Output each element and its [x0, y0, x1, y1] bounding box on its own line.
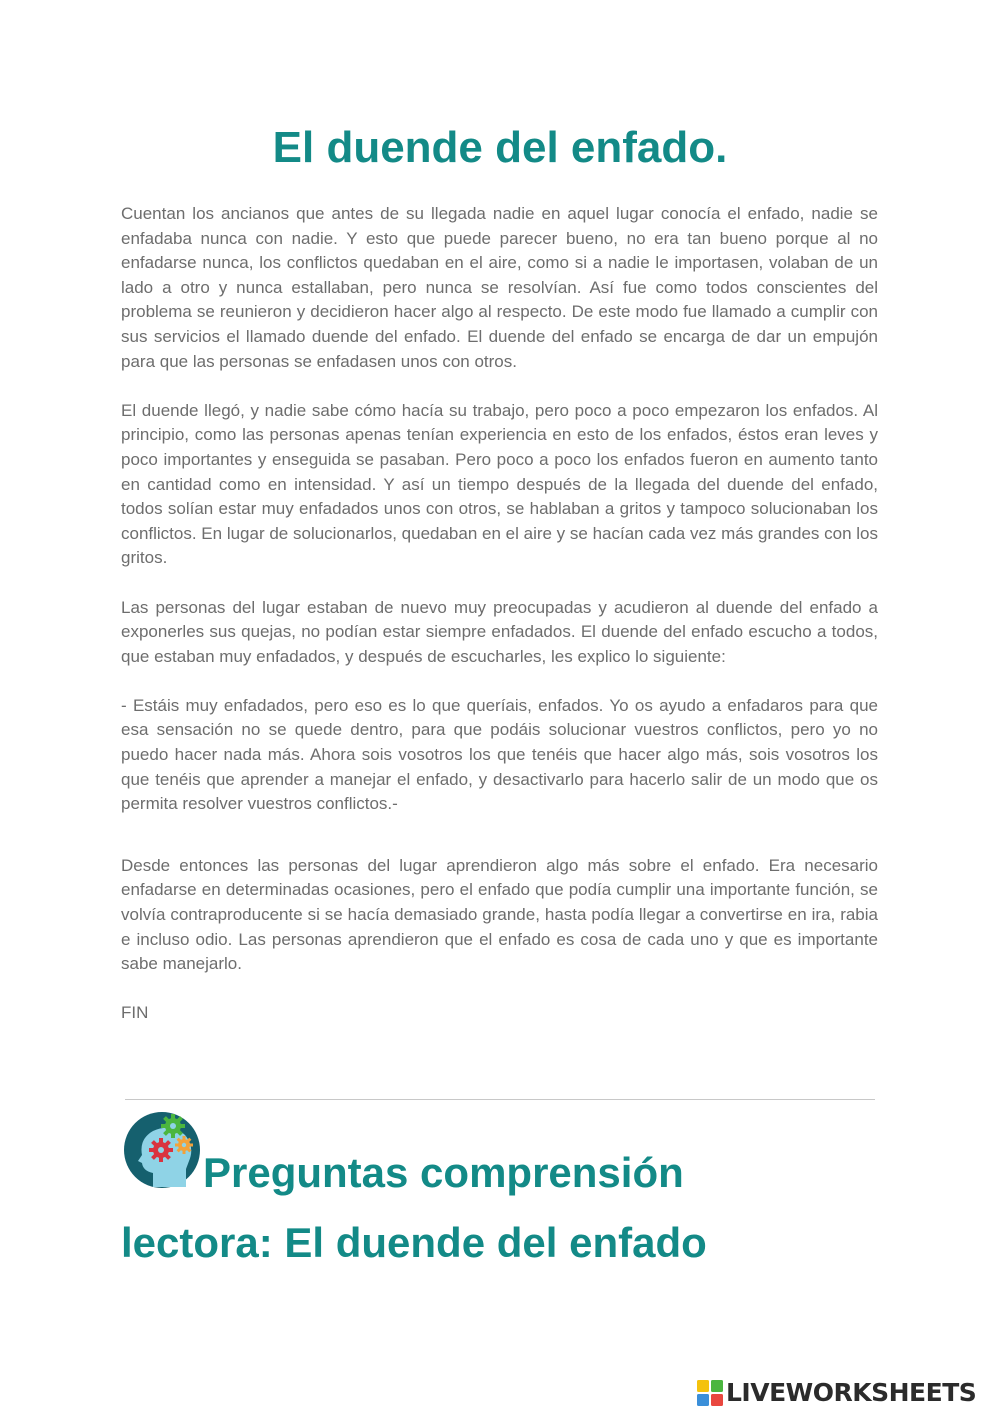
story-paragraph: El duende llegó, y nadie sabe cómo hacía su trabajo, pero poco a poco empezaron los enfados. Al principio, como las personas apenas tenían experiencia en esto de los enfados, éstos eran leves y poco importantes y enseguida se pasaban. Pero poco a poco los enfados fueron en aumento tanto en cantidad como en intensidad. Y así un tiempo después de la llegada del duende del enfado, todos solían estar muy enfadados unos con otros, se hablaban a gritos y tampoco solucionaban los conflictos. En lugar de solucionarlos, quedaban en el aire y se hacían cada vez más grandes con los gritos.	[121, 400, 878, 568]
liveworksheets-logo-text: LIVEWORKSHEETS	[726, 1378, 977, 1407]
liveworksheets-mark-icon	[697, 1380, 723, 1406]
story-paragraph: Cuentan los ancianos que antes de su llegada nadie en aquel lugar conocía el enfado, nadie se enfadaba nunca con nadie. Y esto que puede parecer bueno, no era tan bueno porque al no enfadarse nunca, los conflictos quedaban en el aire, como si a nadie le importasen, volaban de un lado a otro y nunca estallaban, pero nunca se resolvían. Así fue como todos conscientes del problema se reunieron y decidieron hacer algo al respecto. De este modo fue llamado a cumplir con sus servicios el llamado duende del enfado. El duende del enfado se encarga de dar un empujón para que las personas se enfadasen unos con otros.	[121, 204, 878, 371]
end-text: FIN	[121, 1003, 149, 1023]
section-heading-line2: lectora: El duende del enfado	[121, 1219, 707, 1266]
section-divider	[125, 1099, 875, 1100]
section-heading	[121, 1138, 881, 1278]
section-heading-line1: Preguntas comprensión	[203, 1149, 684, 1196]
liveworksheets-logo[interactable]	[697, 1378, 976, 1408]
story-body	[121, 202, 878, 1026]
story-paragraph: Las personas del lugar estaban de nuevo muy preocupadas y acudieron al duende del enfado a exponerles sus quejas, no podían estar siempre enfadados. El duende del enfado escucho a todos, que estaban muy enfadados, y después de escucharles, les explico lo siguiente:	[121, 597, 878, 666]
story-paragraph: - Estáis muy enfadados, pero eso es lo que queríais, enfados. Yo os ayudo a enfadaros para que esa sensación no se quede dentro, para que podáis solucionar vuestros conflictos, pero yo no puedo hacer nada más. Ahora sois vosotros los que tenéis que hacer algo más, sois vosotros los que tenéis que aprender a manejar el enfado, y desactivarlo para hacerlo salir de un modo que os permita resolver vuestros conflictos.-	[121, 695, 878, 814]
page-title: El duende del enfado.	[272, 123, 728, 172]
story-paragraph: Desde entonces las personas del lugar aprendieron algo más sobre el enfado. Era necesario enfadarse en determinadas ocasiones, pero el enfado que podía cumplir una importante función, se volvía contraproducente si se hacía demasiado grande, hasta podía llegar a convertirse en ira, rabia e incluso odio. Las personas aprendieron que el enfado es cosa de cada uno y que es importante sabe manejarlo.	[121, 855, 878, 974]
